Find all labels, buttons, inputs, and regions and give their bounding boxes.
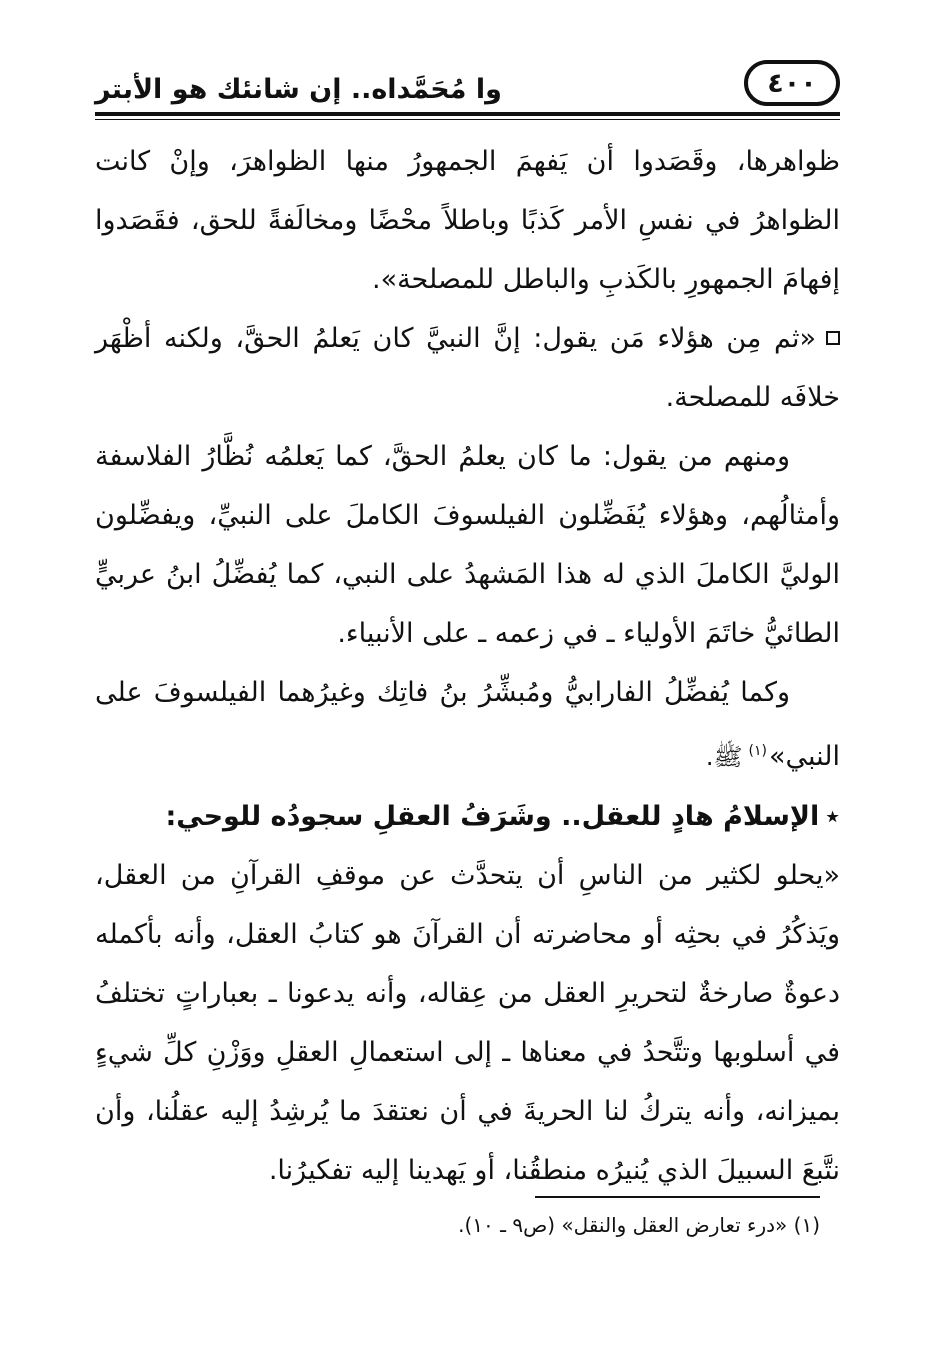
footnote: (١) «درء تعارض العقل والنقل» (ص٩ ـ ١٠). <box>458 1213 820 1237</box>
page-header <box>95 58 840 122</box>
paragraph-3: ومنهم من يقول: ما كان يعلمُ الحقَّ، كما يَعلمُه نُظَّارُ الفلاسفة وأمثالُهم، وهؤلاء يُفَضِّلون الفيلسوفَ الكاملَ على النبيِّ، ويفضِّلون الوليَّ الكاملَ الذي له هذا المَشهدُ على النبي، كما يُفضِّلُ ابنُ عربيٍّ الطائيُّ خاتَمَ الأولياء ـ في زعمه ـ على الأنبياء. <box>95 441 840 649</box>
footnote-separator <box>535 1196 820 1198</box>
paragraph-5: «يحلو لكثير من الناسِ أن يتحدَّث عن موقفِ القرآنِ من العقل، ويَذكُرُ في بحثِه أو محاضرته أن القرآنَ هو كتابُ العقل، وأنه بأكمله دعوةٌ صارخةٌ لتحريرِ العقل من عِقاله، وأنه يدعونا ـ بعباراتٍ تختلفُ في أسلوبها وتتَّحدُ في معناها ـ إلى استعمالِ العقلِ ووَزْنِ كلِّ شيءٍ بميزانه، وأنه يتركُ لنا الحريةَ في أن نعتقدَ ما يُرشِدُ إليه عقلُنا، وأن نتَّبعَ السبيلَ الذي يُنيرُه منطقُنا، أو يَهدينا إليه تفكيرُنا. <box>95 860 840 1186</box>
page-body <box>95 132 840 1200</box>
square-bullet-icon <box>826 331 840 345</box>
star-bullet-icon: ٭ <box>825 801 840 832</box>
running-title: وا مُحَمَّداه.. إن شانئك هو الأبتر <box>95 74 502 105</box>
header-rule <box>95 112 840 120</box>
paragraph-2 <box>95 309 840 427</box>
section-heading <box>95 787 840 846</box>
paragraph-4-text: وكما يُفضِّلُ الفارابيُّ ومُبشِّرُ بنُ فاتِك وغيرُهما الفيلسوفَ على النبي» <box>95 677 840 772</box>
footnote-reference[interactable]: (١) <box>748 743 767 759</box>
section-heading-text: الإسلامُ هادٍ للعقل.. وشَرَفُ العقلِ سجودُه للوحي: <box>165 801 820 832</box>
paragraph-4 <box>95 663 840 787</box>
paragraph-1: ظواهرها، وقَصَدوا أن يَفهمَ الجمهورُ منها الظواهرَ، وإنْ كانت الظواهرُ في نفسِ الأمر كَذبًا وباطلاً محْضًا ومخالَفةً للحق، فقَصَدوا إفهامَ الجمهورِ بالكَذبِ والباطل للمصلحة». <box>95 146 840 295</box>
page-number-text: ٤٠٠ <box>767 67 817 99</box>
salutation-glyph: ﷺ. <box>705 743 743 771</box>
paragraph-2-text: «ثم مِن هؤلاء مَن يقول: إنَّ النبيَّ كان يَعلمُ الحقَّ، ولكنه أظْهَر خلافَه للمصلحة. <box>95 323 840 413</box>
page-number <box>744 60 840 106</box>
